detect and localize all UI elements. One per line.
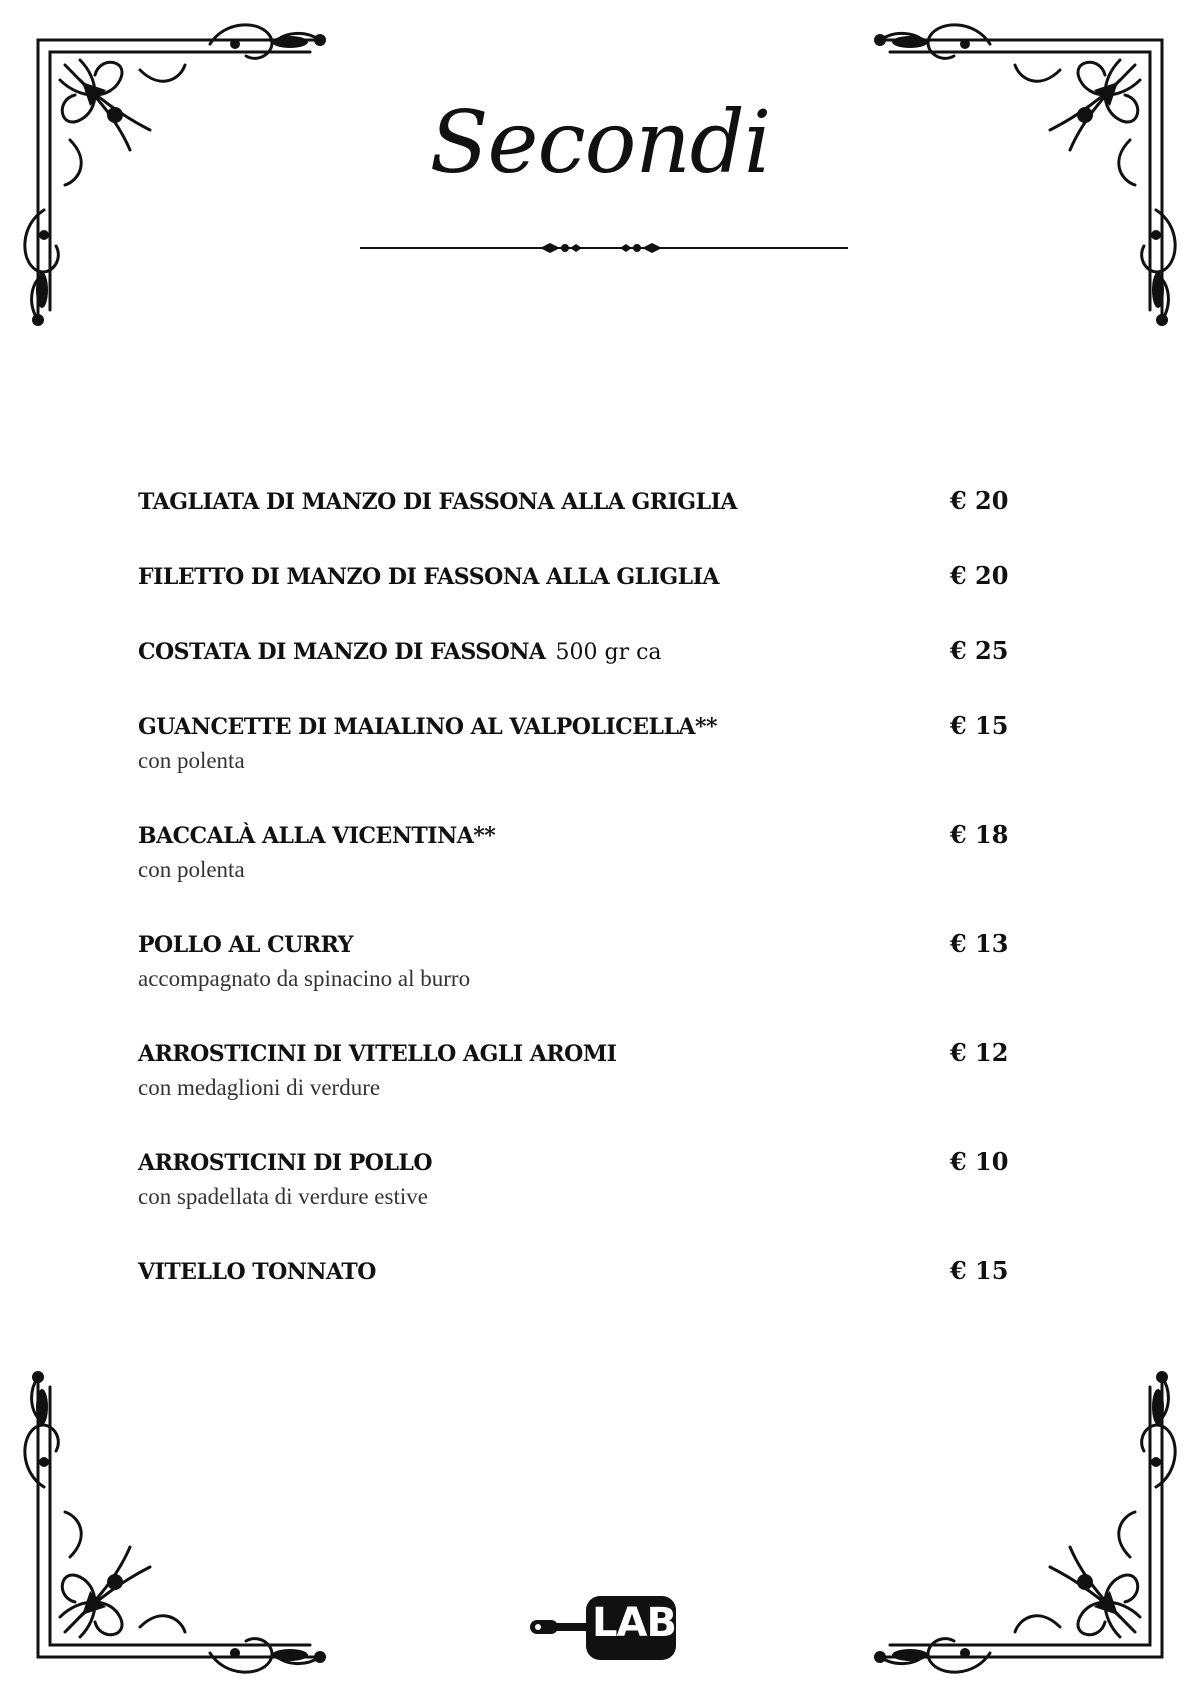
item-price: € 20 xyxy=(950,486,1009,515)
item-name: GUANCETTE DI MAIALINO AL VALPOLICELLA** xyxy=(138,714,718,740)
menu-item xyxy=(138,1256,1058,1285)
item-price: € 13 xyxy=(950,929,1009,958)
item-description: con spadellata di verdure estive xyxy=(138,1184,428,1209)
ornament-corner-icon xyxy=(860,1357,1180,1677)
ornament-corner-icon xyxy=(20,1357,340,1677)
page-title: Secondi xyxy=(429,93,771,193)
lab-logo xyxy=(530,1594,680,1662)
menu-item xyxy=(138,1038,1058,1101)
item-name: FILETTO DI MANZO DI FASSONA ALLA GLIGLIA xyxy=(138,564,719,590)
item-price: € 10 xyxy=(950,1147,1009,1176)
item-name: TAGLIATA DI MANZO DI FASSONA ALLA GRIGLIA xyxy=(138,489,737,515)
title-divider-ornament xyxy=(360,236,848,260)
item-description: con polenta xyxy=(138,748,245,773)
menu-item xyxy=(138,711,1058,774)
item-name: COSTATA DI MANZO DI FASSONA xyxy=(138,639,546,665)
menu-item xyxy=(138,820,1058,883)
ornament-corner-bottom-right xyxy=(860,1357,1180,1677)
item-description: accompagnato da spinacino al burro xyxy=(138,966,471,991)
item-price: € 15 xyxy=(950,711,1009,740)
menu-item xyxy=(138,929,1058,992)
item-name: ARROSTICINI DI VITELLO AGLI AROMI xyxy=(138,1041,617,1067)
menu-list xyxy=(138,486,1058,1331)
menu-item xyxy=(138,1147,1058,1210)
menu-item xyxy=(138,486,1058,515)
item-name-group xyxy=(138,639,662,665)
divider-flourish-icon xyxy=(360,236,848,260)
item-name: ARROSTICINI DI POLLO xyxy=(138,1150,433,1176)
item-name: VITELLO TONNATO xyxy=(138,1259,376,1285)
item-quantity: 500 gr ca xyxy=(555,640,662,665)
menu-item xyxy=(138,636,1058,665)
item-price: € 20 xyxy=(950,561,1009,590)
item-price: € 18 xyxy=(950,820,1009,849)
item-name: BACCALÀ ALLA VICENTINA** xyxy=(138,823,496,849)
item-price: € 15 xyxy=(950,1256,1009,1285)
item-price: € 25 xyxy=(950,636,1009,665)
item-price: € 12 xyxy=(950,1038,1009,1067)
item-description: con polenta xyxy=(138,857,245,882)
ornament-corner-bottom-left xyxy=(20,1357,340,1677)
logo-text: LAB xyxy=(592,1600,676,1646)
item-name: POLLO AL CURRY xyxy=(138,932,353,958)
item-description: con medaglioni di verdure xyxy=(138,1075,381,1100)
menu-item xyxy=(138,561,1058,590)
